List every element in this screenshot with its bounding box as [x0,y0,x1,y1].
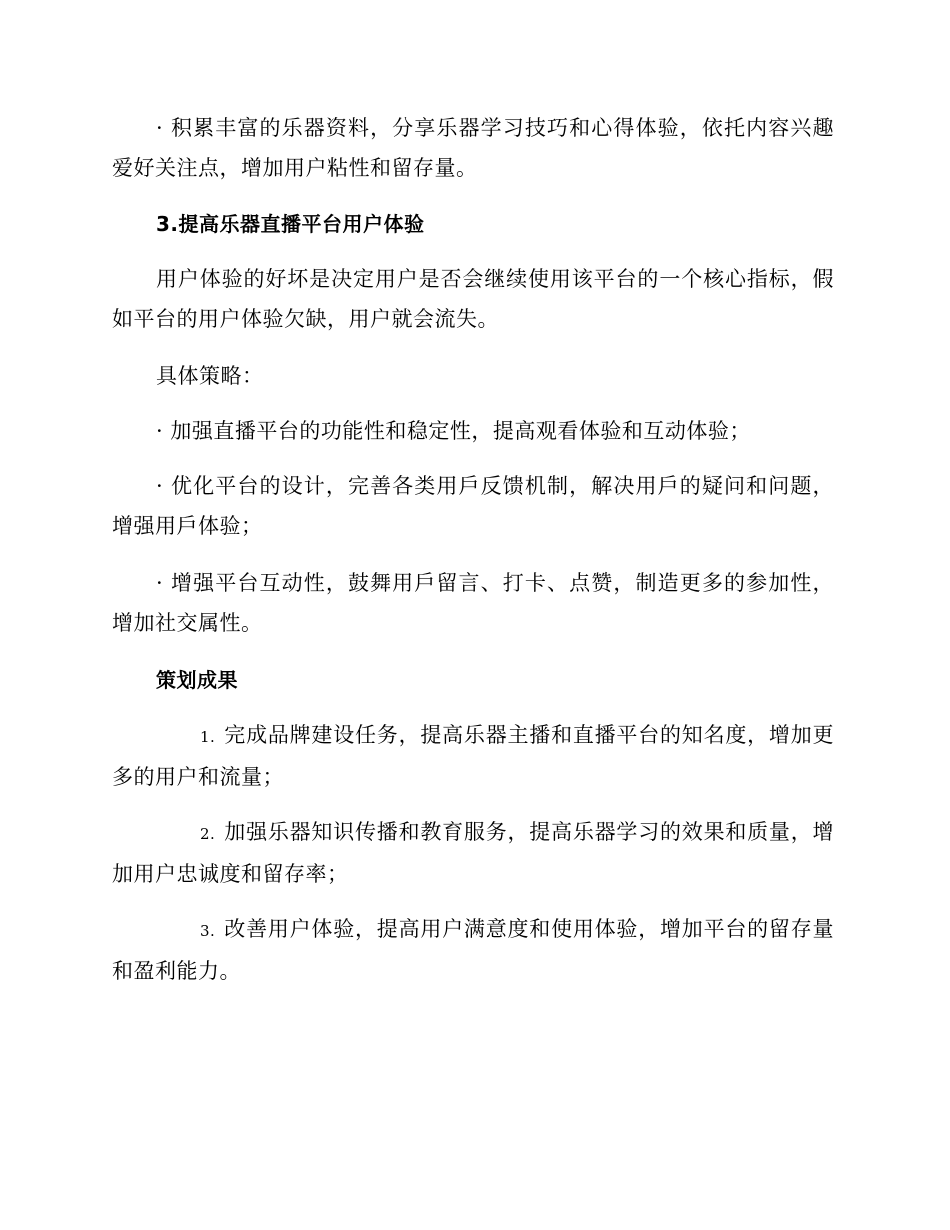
section-heading-user-experience: 3.提高乐器直播平台用户体验 [156,212,425,236]
result-text: 加强乐器知识传播和教育服务，提高乐器学习的效果和质量，增加用户忠诚度和留存率； [112,820,834,886]
result-number: 3. [200,922,216,940]
result-item [112,909,834,991]
section-heading-results: 策划成果 [156,668,238,692]
bullet-paragraph-interaction: · 增强平台互动性，鼓舞用戶留言、打卡、点赞，制造更多的参加性，增加社交属性。 [112,571,834,635]
result-item [112,715,834,797]
bullet-paragraph-resources: · 积累丰富的乐器资料，分享乐器学习技巧和心得体验，依托内容兴趣爱好关注点，增加用户粘性和留存量。 [112,116,834,180]
bullet-paragraph-design: · 优化平台的设计，完善各类用戶反馈机制，解决用戶的疑问和问题，增强用戶体验； [112,474,834,538]
paragraph-user-experience-intro: 用户体验的好坏是决定用户是否会继续使用该平台的一个核心指标，假如平台的用户体验欠缺，用户就会流失。 [112,267,834,331]
bullet-paragraph-stability: · 加强直播平台的功能性和稳定性，提高观看体验和互动体验； [156,419,751,443]
result-text: 改善用户体验，提高用户满意度和使用体验，增加平台的留存量和盈利能力。 [112,917,834,983]
paragraph-strategy-label: 具体策略： [156,364,264,388]
result-item [112,812,834,894]
result-number: 1. [200,728,216,746]
result-number: 2. [200,825,216,843]
result-text: 完成品牌建设任务，提高乐器主播和直播平台的知名度，增加更多的用户和流量； [112,723,834,789]
